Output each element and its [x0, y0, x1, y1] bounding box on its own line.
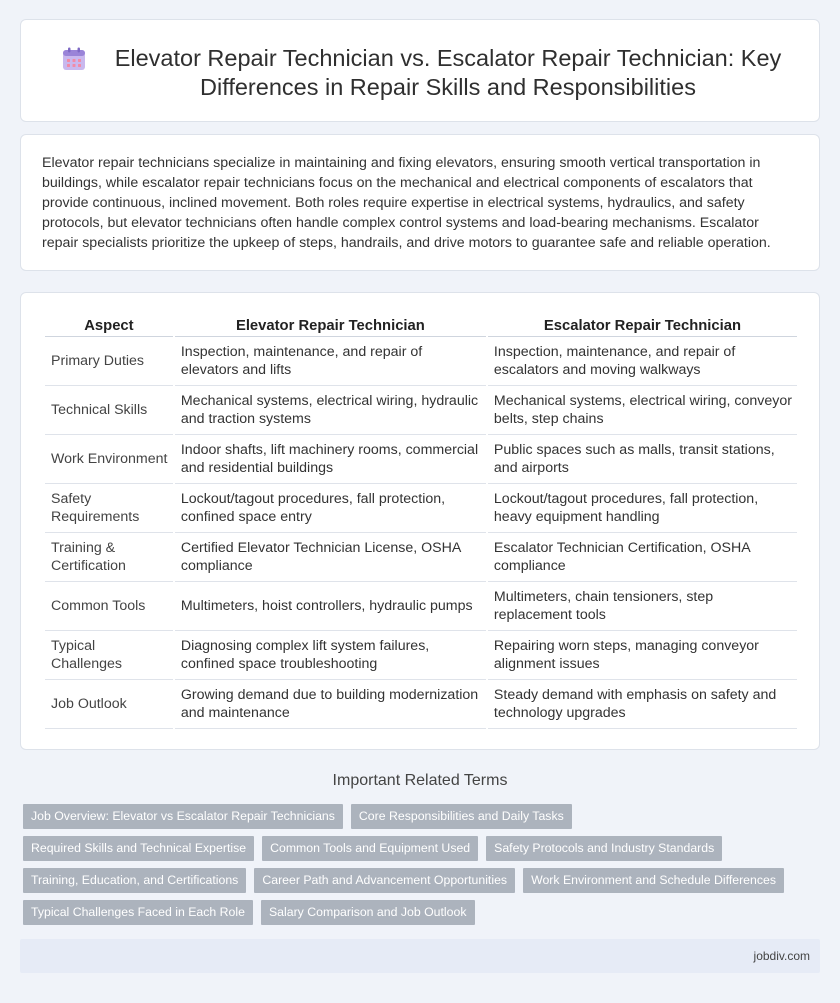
table-row	[45, 435, 797, 484]
comparison-table-card	[20, 292, 820, 750]
page-title: Elevator Repair Technician vs. Escalator Repair Technician: Key Differences in Repair Skills and Responsibilities	[114, 45, 782, 100]
aspect-cell: Work Environment	[45, 435, 173, 484]
table-row	[45, 484, 797, 533]
site-link[interactable]: jobdiv.com	[753, 949, 810, 963]
elevator-cell: Multimeters, hoist controllers, hydraulic pumps	[175, 582, 486, 631]
table-header-row	[45, 315, 797, 337]
intro-card	[20, 134, 820, 271]
calendar-icon	[61, 46, 87, 72]
aspect-cell: Safety Requirements	[45, 484, 173, 533]
table-row	[45, 386, 797, 435]
escalator-cell: Public spaces such as malls, transit stations, and airports	[488, 435, 797, 484]
escalator-cell: Repairing worn steps, managing conveyor alignment issues	[488, 631, 797, 680]
related-term-tag[interactable]: Career Path and Advancement Opportunities	[254, 868, 515, 893]
table-row	[45, 680, 797, 729]
aspect-cell: Typical Challenges	[45, 631, 173, 680]
aspect-cell: Primary Duties	[45, 337, 173, 386]
header-card	[20, 19, 820, 122]
elevator-cell: Lockout/tagout procedures, fall protection, confined space entry	[175, 484, 486, 533]
related-term-tag[interactable]: Training, Education, and Certifications	[23, 868, 246, 893]
table-row	[45, 631, 797, 680]
header-elevator: Elevator Repair Technician	[175, 315, 486, 337]
related-terms-heading: Important Related Terms	[332, 772, 508, 789]
related-term-tag[interactable]: Required Skills and Technical Expertise	[23, 836, 254, 861]
intro-paragraph: Elevator repair technicians specialize in maintaining and fixing elevators, ensuring smooth vertical transportation in buildings, while escalator repair technicians focus on the mechanical and electrical components of escalators that provide continuous, inclined movement. Both roles require expertise in electrical systems, hydraulics, and safety protocols, but elevator technicians often handle complex control systems and load-bearing mechanisms. Escalator repair specialists prioritize the upkeep of steps, handrails, and drive motors to guarantee safe and reliable operation.	[42, 155, 771, 251]
header-aspect: Aspect	[45, 315, 173, 337]
related-term-tag[interactable]: Core Responsibilities and Daily Tasks	[351, 804, 572, 829]
table-row	[45, 337, 797, 386]
aspect-cell: Technical Skills	[45, 386, 173, 435]
related-term-tag[interactable]: Safety Protocols and Industry Standards	[486, 836, 722, 861]
escalator-cell: Mechanical systems, electrical wiring, conveyor belts, step chains	[488, 386, 797, 435]
escalator-cell: Multimeters, chain tensioners, step replacement tools	[488, 582, 797, 631]
aspect-cell: Common Tools	[45, 582, 173, 631]
elevator-cell: Certified Elevator Technician License, OSHA compliance	[175, 533, 486, 582]
elevator-cell: Mechanical systems, electrical wiring, hydraulic and traction systems	[175, 386, 486, 435]
footer	[20, 939, 820, 973]
elevator-cell: Diagnosing complex lift system failures, confined space troubleshooting	[175, 631, 486, 680]
related-term-tag[interactable]: Common Tools and Equipment Used	[262, 836, 478, 861]
escalator-cell: Lockout/tagout procedures, fall protection, heavy equipment handling	[488, 484, 797, 533]
aspect-cell: Job Outlook	[45, 680, 173, 729]
table-row	[45, 533, 797, 582]
related-term-tag[interactable]: Typical Challenges Faced in Each Role	[23, 900, 253, 925]
related-term-tag[interactable]: Work Environment and Schedule Differences	[523, 868, 784, 893]
elevator-cell: Growing demand due to building modernization and maintenance	[175, 680, 486, 729]
elevator-cell: Inspection, maintenance, and repair of elevators and lifts	[175, 337, 486, 386]
header-escalator: Escalator Repair Technician	[488, 315, 797, 337]
related-terms-list	[23, 804, 803, 932]
comparison-table	[43, 315, 799, 729]
elevator-cell: Indoor shafts, lift machinery rooms, commercial and residential buildings	[175, 435, 486, 484]
table-row	[45, 582, 797, 631]
escalator-cell: Inspection, maintenance, and repair of escalators and moving walkways	[488, 337, 797, 386]
escalator-cell: Escalator Technician Certification, OSHA compliance	[488, 533, 797, 582]
aspect-cell: Training & Certification	[45, 533, 173, 582]
related-term-tag[interactable]: Salary Comparison and Job Outlook	[261, 900, 475, 925]
escalator-cell: Steady demand with emphasis on safety and technology upgrades	[488, 680, 797, 729]
related-term-tag[interactable]: Job Overview: Elevator vs Escalator Repair Technicians	[23, 804, 343, 829]
